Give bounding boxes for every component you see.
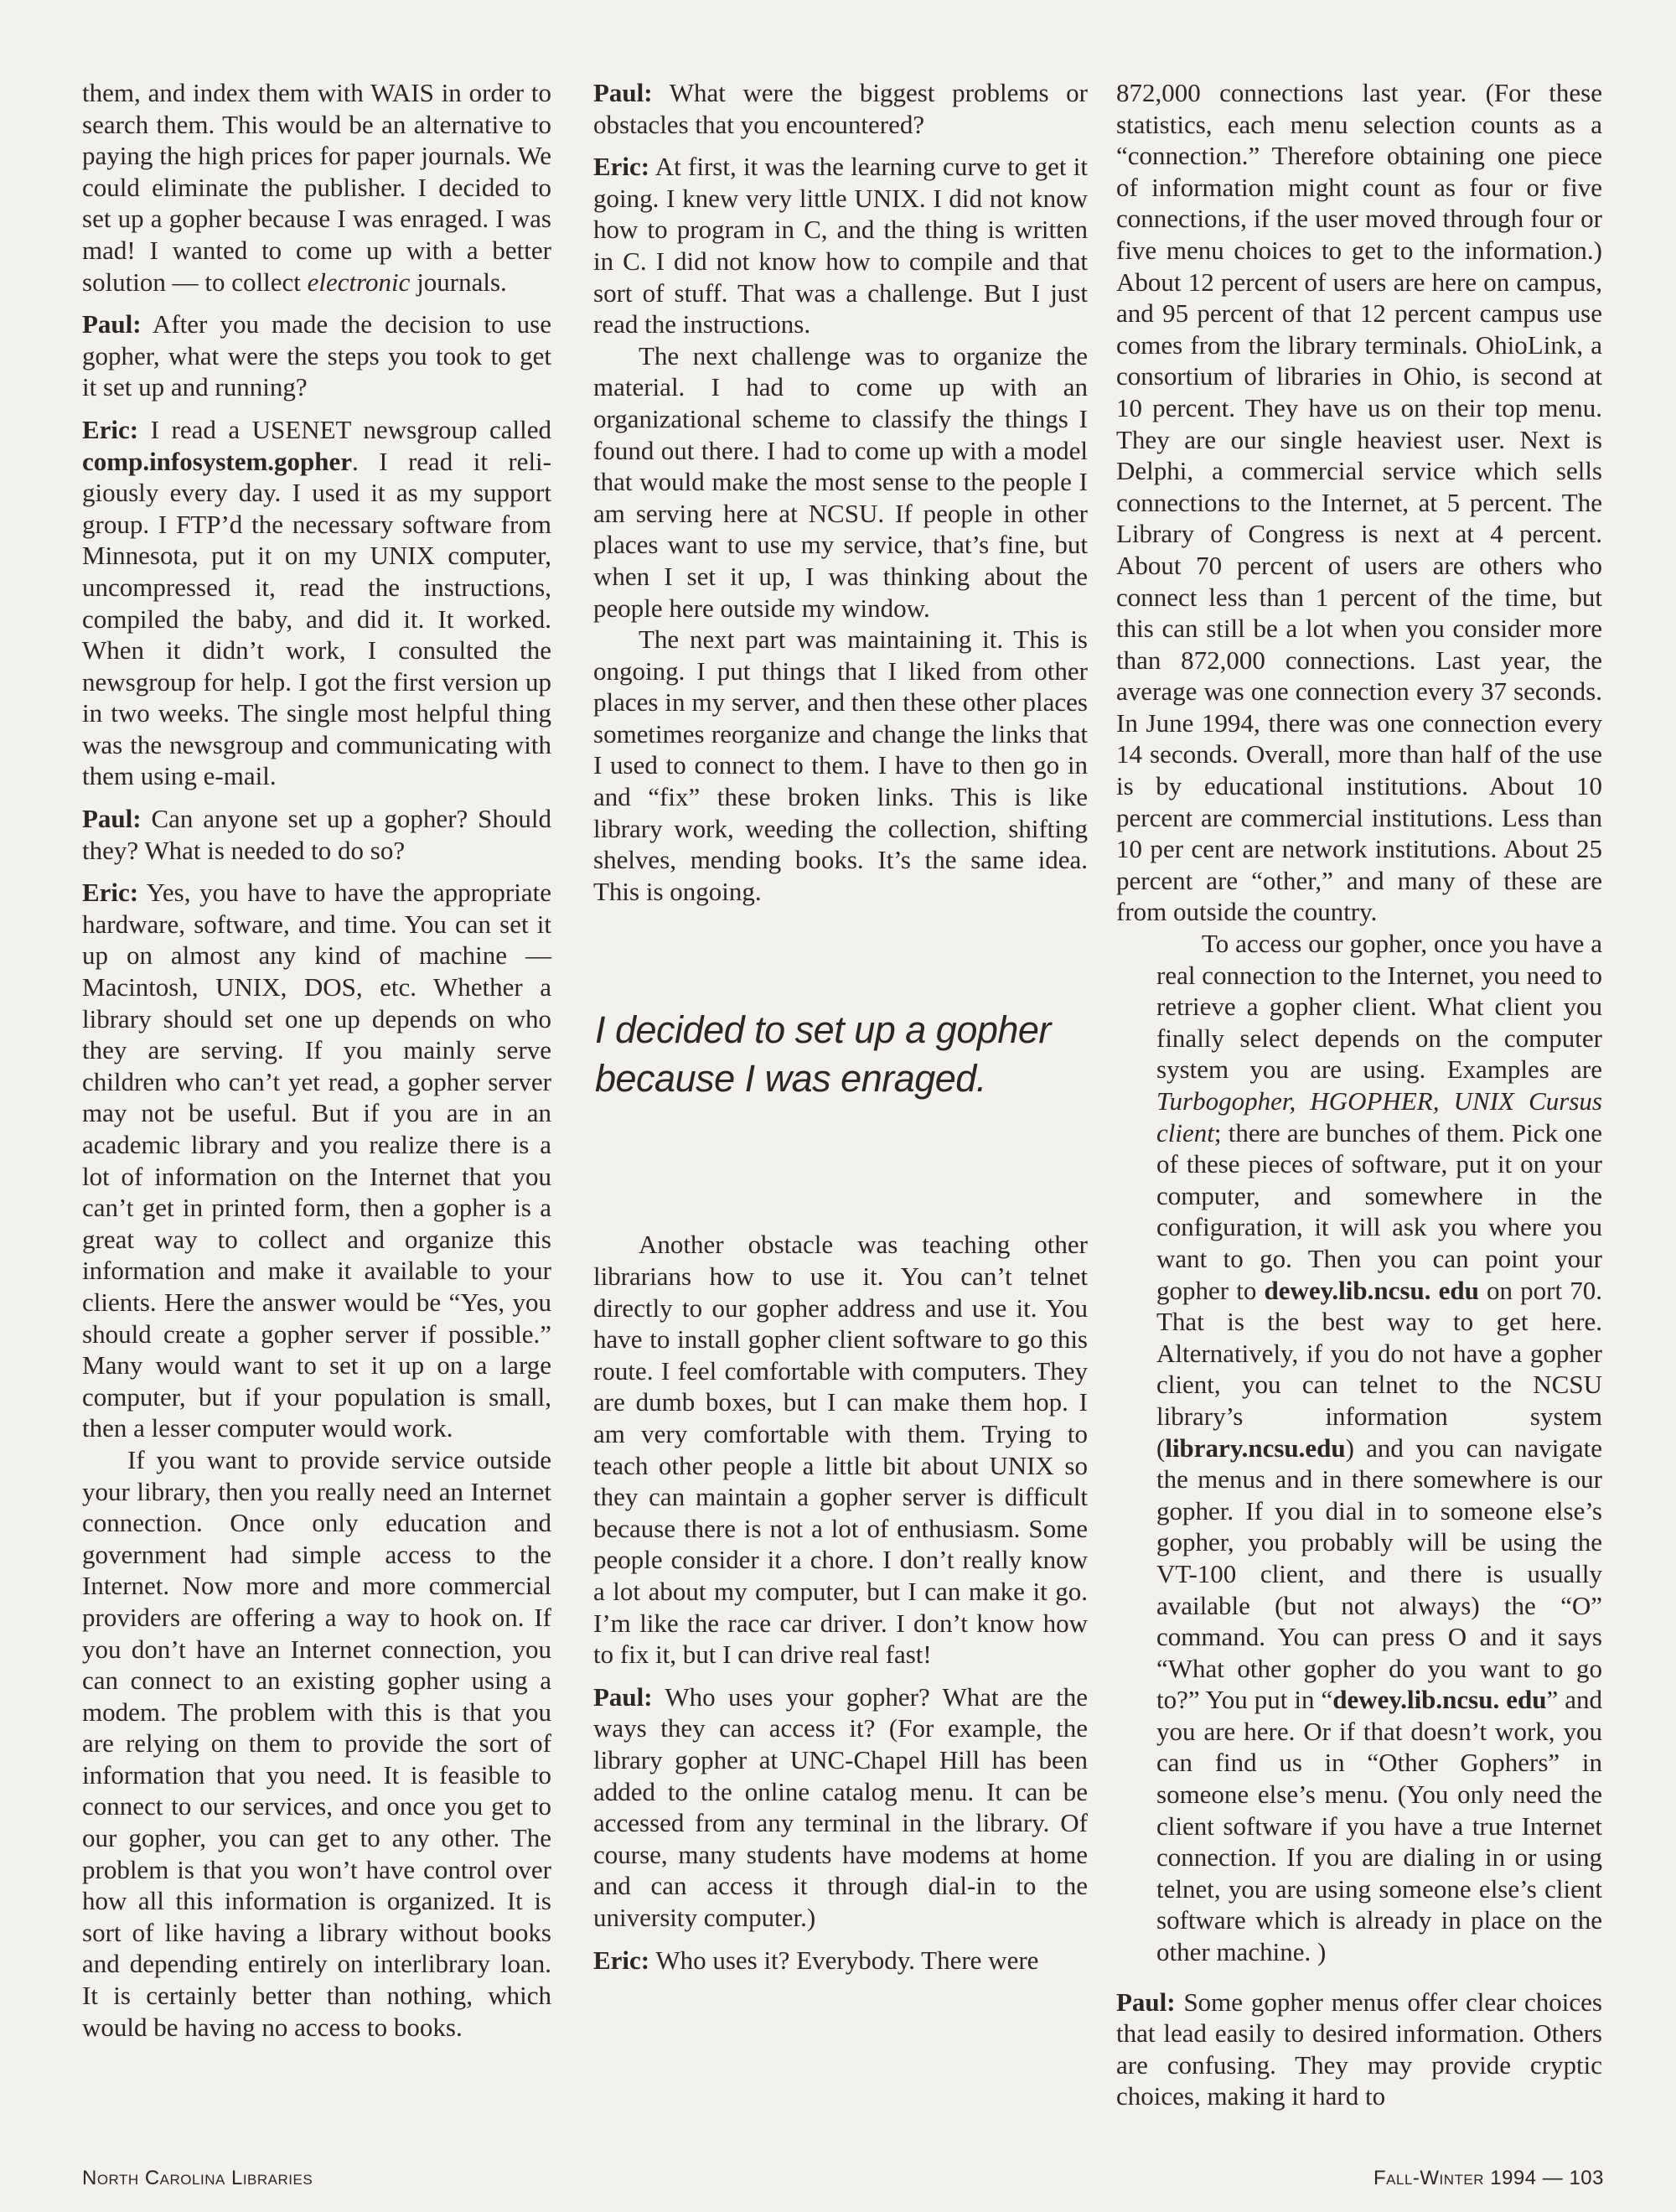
paragraph	[82, 77, 551, 298]
text: I read a USENET newsgroup called	[138, 414, 551, 444]
hostname: dewey.lib.ncsu. edu	[1332, 1685, 1547, 1715]
text: ” and you are here. Or if that doesn’t work, you can find us in “Other Gophers” in someone else’s menu. (You only need the client software if you have a true Internet connection. If you are dialing in or using telnet, you are using someone else’s client software which is already in place on the other machine. )	[1156, 1685, 1602, 1967]
speaker-label: Paul:	[82, 804, 142, 834]
answer	[82, 877, 551, 1444]
indented-block	[1156, 928, 1602, 1968]
speaker-label: Paul:	[1116, 1987, 1176, 2017]
text: What were the biggest problems or obstacles that you encountered?	[593, 78, 1088, 139]
question	[593, 1681, 1088, 1934]
text: ) and you can navigate the menus and in there somewhere is our gopher. If you dial in to someone else’s gopher, you probably will be using the VT-100 client, and there is usually available (but not always) the “O” command. You can press O and it says “What other gopher do you want to go to?” You put in “	[1156, 1432, 1602, 1715]
newsgroup-name: comp.infosystem.gopher	[82, 446, 353, 476]
paragraph: Another obstacle was teaching other librarians how to use it. You can’t telnet directly to our gopher address and use it. You have to install gopher client software to go this route. I feel comfortable with computers. They are dumb boxes, but I can make them hop. I am very comfortable with them. Trying to teach other people a little bit about UNIX so they can maintain a gopher server is difficult because there is not a lot of enthusiasm. Some people consider it a chore. I don’t really know a lot about my computer, but I can make it go. I’m like the race car driver. I don’t know how to fix it, but I can drive real fast!	[593, 1230, 1088, 1670]
text: Yes, you have to have the appropriate hardware, software, and time. You can set it up on almost any kind of machine — Macintosh, UNIX, DOS, etc. Whether a library should set one up depends on who they are serving. If you mainly serve children who can’t yet read, a gopher server may not be useful. But if you are in an academic library and you realize there is a lot of information on the Internet that you can’t get in printed form, then a gopher is a great way to collect and organize this information and make it available to your clients. Here the answer would be “Yes, you should create a gopher server if possible.” Many would want to set it up on a large computer, but if your population is small, then a lesser computer would work.	[82, 878, 551, 1443]
hostname: dewey.lib.ncsu. edu	[1264, 1275, 1479, 1305]
column-2	[593, 77, 1088, 1987]
text: journals.	[410, 267, 507, 297]
answer	[593, 151, 1088, 340]
paragraph: 872,000 connections last year. (For these statistics, each menu selection counts as a “connection.” Therefore obtaining one piece of information might count as four or five connections, if the user moved through four or five menu choices to get to the information.) About 12 percent of users are here on campus, and 95 percent of that 12 percent campus use comes from the library terminals. OhioLink, a consortium of libraries in Ohio, is second at 10 percent. They have us on their top menu. They are our single heaviest user. Next is Delphi, a commercial service which sells connections to the Internet, at 5 percent. The Library of Congress is next at 4 percent. About 70 percent of users are others who connect less than 1 percent of the time, but this can still be a lot when you consider more than 872,000 connections. Last year, the average was one connection every 37 seconds. In June 1994, there was one connection every 14 seconds. Overall, more than half of the use is by educational institutions. About 10 percent are commercial institutions. Less than 10 per cent are network institutions. About 25 percent are “other,” and many of these are from outside the country.	[1116, 78, 1602, 927]
column-3	[1116, 77, 1602, 2123]
footer-publication: North Carolina Libraries	[82, 2167, 313, 2189]
text: After you made the decision to use gopher, what were the steps you took to get it set up and running?	[82, 309, 551, 402]
paragraph: If you want to provide service outside your library, then you really need an Internet connection. Once only education and government had simple access to the Internet. Now more and more commercial providers are offering a way to hook on. If you don’t have an Internet connection, you can connect to an existing gopher using a modem. The problem with this is that you are relying on them to provide the sort of information that you need. It is feasible to connect to our services, and once you get to our gopher, you can get to any other. The problem is that you won’t have control over how all this information is organized. It is sort of like having a library without books and depending entirely on interlibrary loan. It is certainly better than nothing, which would be having no access to books.	[82, 1444, 551, 2042]
hostname: library.ncsu.edu	[1165, 1432, 1346, 1463]
text: To access our gopher, once you have a real connection to the Internet, you need to retrieve a gopher client. What client you finally select depends on the computer system you are using. Examples are	[1156, 929, 1602, 1085]
text: Who uses your gopher? What are the ways they can access it? (For example, the library gopher at UNC-Chapel Hill has been added to the online catalog menu. It can be accessed from any terminal in the library. Of course, many students have modems at home and can access it through dial-in to the university computer.)	[593, 1681, 1088, 1932]
speaker-label: Paul:	[82, 309, 142, 339]
text: ; there are bunches of them. Pick one of these pieces of software, put it on your computer, and somewhere in the configuration, it will ask you where you want to go. Then you can point your gopher to	[1156, 1117, 1602, 1305]
answer	[82, 414, 551, 792]
question	[82, 308, 551, 403]
text: on port 70. That is the best way to get here. Alternatively, if you do not have a gopher client, you can telnet to the NCSU library’s information system (	[1156, 1275, 1602, 1463]
speaker-label: Eric:	[82, 414, 139, 444]
question	[593, 77, 1088, 140]
text: Some gopher menus offer clear choices that lead easily to desired information. Others are confusing. They may provide cryptic choices, making it hard to	[1116, 1987, 1602, 2111]
text: Who uses it? Everybody. There were	[649, 1945, 1039, 1975]
speaker-label: Eric:	[82, 878, 139, 908]
text: . I read it religiously every day. I used it as my support group. I FTP’d the necessary software from Minnesota, put it on my UNIX computer, uncompressed it, read the instructions, compiled the baby, and did it. It worked. When it didn’t work, I consulted the newsgroup for help. I got the first version up in two weeks. The single most helpful thing was the newsgroup and communicating with them using e-mail.	[82, 446, 551, 791]
answer	[593, 1945, 1088, 1976]
speaker-label: Eric:	[593, 1945, 650, 1975]
paragraph: The next challenge was to organize the material. I had to come up with an organizational scheme to classify the things I found out there. I had to come up with a model that would make the most sense to the people I am serving here at NCSU. If people in other places want to use my service, that’s fine, but when I set it up, I was thinking about the people here outside my window.	[593, 340, 1088, 623]
client-names: Turbogopher, HGOPHER, UNIX Cursus client	[1156, 1086, 1602, 1147]
paragraph: The next part was maintaining it. This is ongoing. I put things that I liked from other places in my server, and then these other places sometimes reorganize and change the links that I used to connect to them. I have to then go in and “fix” these broken links. This is like library work, weeding the collection, shifting shelves, mending books. It’s the same idea. This is ongoing.	[593, 624, 1088, 906]
column-1	[82, 77, 551, 2043]
pull-quote: I decided to set up a gopher because I was enraged.	[595, 1008, 1051, 1101]
speaker-label: Paul:	[593, 78, 653, 107]
text: At first, it was the learning curve to get it going. I knew very little UNIX. I did not know how to program in C, and the thing is written in C. I did not know how to compile and that sort of stuff. That was a challenge. But I just read the instructions.	[593, 152, 1088, 339]
speaker-label: Paul:	[593, 1681, 653, 1712]
emphasis: electronic	[307, 267, 411, 297]
footer-issue-page: Fall-Winter 1994 — 103	[1373, 2167, 1604, 2189]
question	[1116, 1987, 1602, 2112]
question	[82, 803, 551, 866]
text: them, and index them with WAIS in order to search them. This would be an alternative to paying the high prices for paper journals. We could eliminate the publisher. I decided to set up a gopher because I was enraged. I was mad! I wanted to come up with a better solution — to collect	[82, 78, 551, 297]
text: Can anyone set up a gopher? Should they? What is needed to do so?	[82, 804, 551, 865]
speaker-label: Eric:	[593, 152, 650, 182]
